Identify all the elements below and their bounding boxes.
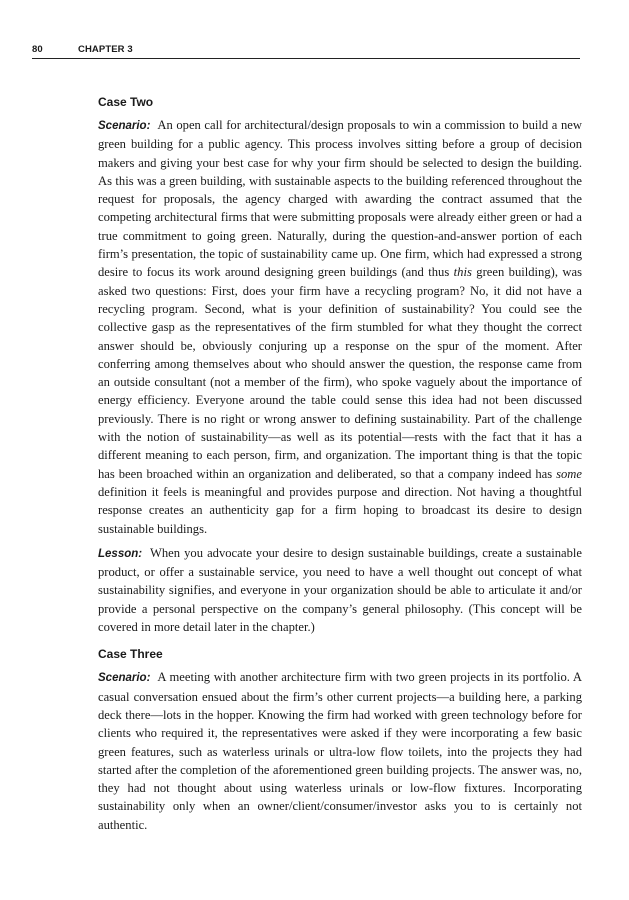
case-three-section — [98, 646, 582, 834]
scenario-emphasis-some: some — [556, 466, 582, 481]
scenario-emphasis-this: this — [453, 265, 472, 280]
case-three-scenario-paragraph — [98, 668, 582, 834]
scenario-label: Scenario: — [98, 120, 151, 132]
lesson-text: When you advocate your desire to design sustainable buildings, create a sustainable product, or offer a sustainable service, you need to have a well thought out concept of what sustainability signifies, and everyone in your organization should be able to articulate it and/or provide a personal perspective on the company’s general philosophy. (This concept will be covered in more detail later in the chapter.) — [98, 545, 582, 635]
scenario-text-part1: An open call for architectural/design proposals to win a commission to build a new green building for a public agency. This process involves sitting before a group of decision makers and giving your best case for why your firm should be selected to design the building. As this was a green building, with sustainable aspects to the building referenced throughout the request for proposals, the agency charged with awarding the contract assumed that the competing architectural firms that were submitting proposals were already either green or had a true commitment to going green. Naturally, during the question-and-answer portion of each firm’s presentation, the topic of sustainability came up. One firm, which had expressed a strong desire to focus its work around designing green buildings (and thus — [98, 118, 582, 280]
scenario-text-part2: green building), was asked two questions: First, does your firm have a recycling program? No, it did not have a recycling program. Second, what is your definition of sustainability? You could see the collective gasp as the representatives of the firm stumbled for what they thought the correct answer should be, obviously conjuring up a response on the spur of the moment. After conferring among themselves about who should answer the question, the response came from an outside consultant (not a member of the firm), who spoke vaguely about the importance of energy efficiency. Everyone around the table could sense this idea had not been discussed previously. There is no right or wrong answer to defining sustainability. Part of the challenge with the notion of sustainability—as well as its potential—rests with the fact that it has a different meaning to each person, firm, and organization. The important thing is that the topic has been broached within an organization and deliberated, so that a company indeed has — [98, 265, 582, 481]
scenario-text-part3: definition it feels is meaningful and provides purpose and direction. Not having a thoughtful response creates an authenticity gap for a firm hoping to broadcast its desire to design sustainable buildings. — [98, 484, 582, 536]
case-two-section — [98, 94, 582, 636]
page-body — [98, 94, 582, 840]
case-two-lesson-paragraph — [98, 544, 582, 636]
page-number: 80 — [32, 44, 43, 55]
running-head — [32, 43, 580, 59]
scenario-text: A meeting with another architecture firm with two green projects in its portfolio. A casual conversation ensued about the firm’s other current projects—a building here, a parking deck there—lots in the hopper. Knowing the firm had worked with green technology before for clients who required it, the representatives were asked if they were incorporating a few basic green features, such as waterless urinals or ultra-low flow toilets, into the projects they had started after the completion of the aforementioned green building projects. The answer was, no, they had not thought about using waterless urinals or low-flow fixtures. Incorporating sustainability only when an owner/client/consumer/investor asks you to is certainly not authentic. — [98, 670, 582, 832]
chapter-label: CHAPTER 3 — [78, 44, 133, 55]
lesson-label: Lesson: — [98, 547, 143, 560]
case-two-scenario-paragraph — [98, 116, 582, 538]
scenario-label: Scenario: — [98, 672, 151, 685]
case-two-heading: Case Two — [98, 95, 154, 109]
case-three-heading: Case Three — [98, 647, 163, 662]
